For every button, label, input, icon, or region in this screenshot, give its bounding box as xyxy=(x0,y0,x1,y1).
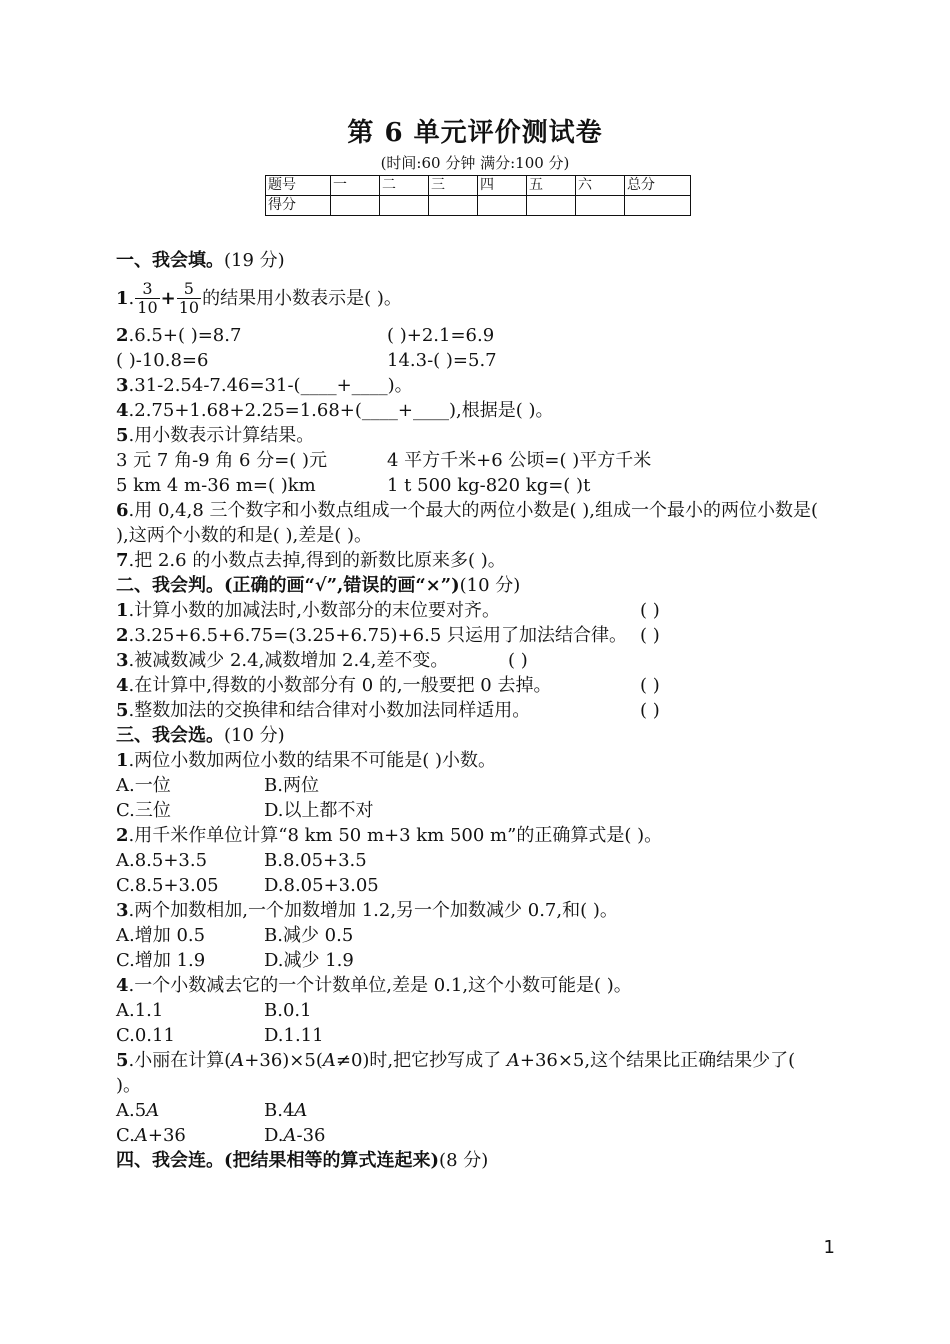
score-cell[interactable] xyxy=(429,196,478,216)
option-b[interactable]: B.4A xyxy=(264,1100,308,1121)
s3-q4-options-ab xyxy=(116,998,832,1023)
score-header-cell: 六 xyxy=(576,176,625,196)
option-d[interactable]: D.减少 1.9 xyxy=(264,950,354,971)
option-d[interactable]: D.8.05+3.05 xyxy=(264,875,379,896)
option-c[interactable]: C.三位 xyxy=(116,800,171,821)
exam-subtitle: (时间:60 分钟 满分:100 分) xyxy=(380,154,570,172)
section-1-heading: 一、我会填。(19 分) xyxy=(116,250,285,271)
s1-question-3: 3.31-2.54-7.46=31-(____+____)。 xyxy=(116,375,413,396)
option-c[interactable]: C.A+36 xyxy=(116,1125,186,1146)
option-d[interactable]: D.以上都不对 xyxy=(264,800,374,821)
s3-q3-options-cd xyxy=(116,948,832,973)
score-cell[interactable] xyxy=(478,196,527,216)
s3-q1-options-cd xyxy=(116,798,832,823)
fraction: $\frac{5}{10}$ xyxy=(178,278,200,317)
score-table-score-row xyxy=(266,196,691,216)
option-c[interactable]: C.0.11 xyxy=(116,1025,175,1046)
s3-q2-options-ab xyxy=(116,848,832,873)
option-a[interactable]: A.5A xyxy=(116,1100,160,1121)
answer-parentheses[interactable]: ( ) xyxy=(640,700,660,721)
s2-item-3: 3.被减数减少 2.4,减数增加 2.4,差不变。 ( ) xyxy=(116,650,528,671)
score-cell[interactable] xyxy=(576,196,625,216)
s1-question-5-row-b: 5 km 4 m-36 m=( )km 1 t 500 kg-820 kg=( )t xyxy=(116,475,591,496)
score-table xyxy=(265,175,691,216)
score-header-cell: 四 xyxy=(478,176,527,196)
option-a[interactable]: A.1.1 xyxy=(116,1000,164,1021)
score-header-cell: 一 xyxy=(331,176,380,196)
score-row-label: 得分 xyxy=(266,196,331,216)
score-header-cell: 二 xyxy=(380,176,429,196)
option-c[interactable]: C.8.5+3.05 xyxy=(116,875,219,896)
score-header-cell: 题号 xyxy=(266,176,331,196)
s1-question-4: 4.2.75+1.68+2.25=1.68+(____+____),根据是( )。 xyxy=(116,400,554,421)
s3-q4-options-cd xyxy=(116,1023,832,1048)
score-header-cell: 三 xyxy=(429,176,478,196)
option-c[interactable]: C.增加 1.9 xyxy=(116,950,206,971)
answer-parentheses[interactable]: ( ) xyxy=(640,600,660,621)
option-b[interactable]: B.减少 0.5 xyxy=(264,925,354,946)
s1-question-2-cont: ( )-10.8=6 14.3-( )=5.7 xyxy=(116,350,497,371)
section-4-heading: 四、我会连。(把结果相等的算式连起来)(8 分) xyxy=(116,1150,489,1171)
score-header-cell: 总分 xyxy=(625,176,691,196)
s3-q3-options-ab xyxy=(116,923,832,948)
answer-parentheses[interactable]: ( ) xyxy=(640,675,660,696)
s1-question-1: 1 . $\frac{3}{10}$ + $\frac{5}{10}$ 的结果用小数表示是( )。 xyxy=(116,278,402,317)
option-b[interactable]: B.0.1 xyxy=(264,1000,312,1021)
fraction: $\frac{3}{10}$ xyxy=(137,278,158,317)
s1-question-5: 5.用小数表示计算结果。 xyxy=(116,425,315,446)
s1-question-6: 6.用 0,4,8 三个数字和小数点组成一个最大的两位小数是( ),组成一个最小的两位小数是( ),这两个小数的和是( ),差是( )。 xyxy=(116,500,819,546)
score-cell[interactable] xyxy=(625,196,691,216)
s3-question-5-cont: )。 xyxy=(116,1075,142,1096)
option-a[interactable]: A.8.5+3.5 xyxy=(116,850,208,871)
answer-parentheses[interactable]: ( ) xyxy=(640,625,660,646)
s3-question-1: 1.两位小数加两位小数的结果不可能是( )小数。 xyxy=(116,750,497,771)
exam-content xyxy=(116,248,832,1173)
section-2-heading: 二、我会判。(正确的画“√”,错误的画“×”)(10 分) xyxy=(116,575,521,596)
s2-item-2: 2.3.25+6.5+6.75=(3.25+6.75)+6.5 只运用了加法结合律。 ( ) xyxy=(116,625,660,646)
score-table-header-row xyxy=(266,176,691,196)
option-b[interactable]: B.两位 xyxy=(264,775,319,796)
option-a[interactable]: A.增加 0.5 xyxy=(116,925,206,946)
s2-item-5: 5.整数加法的交换律和结合律对小数加法同样适用。 ( ) xyxy=(116,700,660,721)
option-a[interactable]: A.一位 xyxy=(116,775,171,796)
score-cell[interactable] xyxy=(380,196,429,216)
s3-q1-options-ab xyxy=(116,773,832,798)
answer-parentheses[interactable]: ( ) xyxy=(508,650,528,671)
section-3-heading: 三、我会选。(10 分) xyxy=(116,725,285,746)
score-header-cell: 五 xyxy=(527,176,576,196)
page-number: 1 xyxy=(823,1237,835,1258)
s3-q2-options-cd xyxy=(116,873,832,898)
page-title: 第 6 单元评价测试卷 xyxy=(347,118,603,148)
s1-question-5-row-a: 3 元 7 角-9 角 6 分=( )元 4 平方千米+6 公顷=( )平方千米 xyxy=(116,450,652,471)
s1-question-2: 2.6.5+( )=8.7 ( )+2.1=6.9 xyxy=(116,325,495,346)
s3-question-4: 4.一个小数减去它的一个计数单位,差是 0.1,这个小数可能是( )。 xyxy=(116,975,632,996)
s3-question-5: 5.小丽在计算(A+36)×5(A≠0)时,把它抄写成了 A+36×5,这个结果比正确结果少了( xyxy=(116,1050,796,1071)
s1-question-7: 7.把 2.6 的小数点去掉,得到的新数比原来多( )。 xyxy=(116,550,506,571)
option-d[interactable]: D.A-36 xyxy=(264,1125,326,1146)
s3-q5-options-cd xyxy=(116,1123,832,1148)
s2-item-1: 1.计算小数的加减法时,小数部分的末位要对齐。 ( ) xyxy=(116,600,660,621)
s2-item-4: 4.在计算中,得数的小数部分有 0 的,一般要把 0 去掉。 ( ) xyxy=(116,675,660,696)
score-cell[interactable] xyxy=(331,196,380,216)
option-b[interactable]: B.8.05+3.5 xyxy=(264,850,367,871)
option-d[interactable]: D.1.11 xyxy=(264,1025,324,1046)
score-cell[interactable] xyxy=(527,196,576,216)
s3-question-2: 2.用千米作单位计算“8 km 50 m+3 km 500 m”的正确算式是( )。 xyxy=(116,825,663,846)
s3-question-3: 3.两个加数相加,一个加数增加 1.2,另一个加数减少 0.7,和( )。 xyxy=(116,900,618,921)
s3-q5-options-ab xyxy=(116,1098,832,1123)
